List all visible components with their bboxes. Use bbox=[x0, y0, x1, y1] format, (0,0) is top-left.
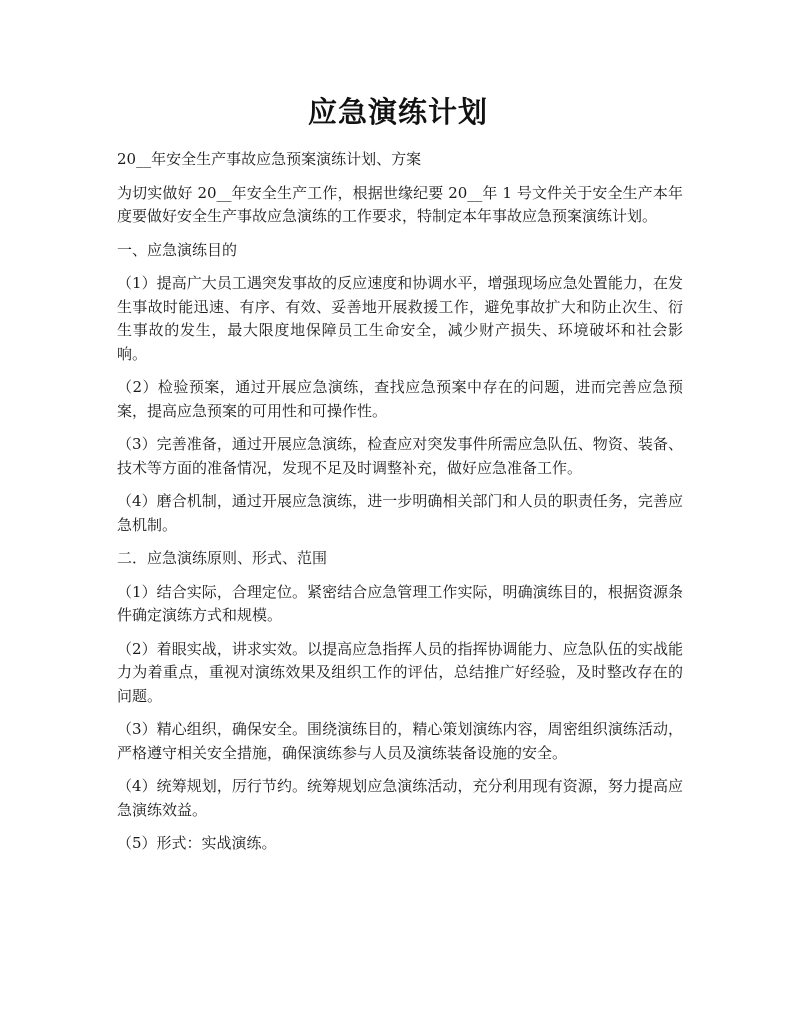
principle-item-3: （3）精心组织，确保安全。围绕演练目的，精心策划演练内容，周密组织演练活动，严格遵守相关安全措施，确保演练参与人员及演练装备设施的安全。 bbox=[117, 720, 683, 762]
plan-subtitle: 20__年安全生产事故应急预案演练计划、方案 bbox=[117, 150, 422, 168]
section-heading-principles: 二．应急演练原则、形式、范围 bbox=[117, 549, 328, 567]
section-heading-purpose: 一、应急演练目的 bbox=[117, 240, 238, 259]
document-body bbox=[117, 148, 683, 866]
principle-item-5: （5）形式：实战演练。 bbox=[117, 834, 277, 852]
principle-item-4: （4）统筹规划，厉行节约。统筹规划应急演练活动，充分利用现有资源，努力提高应急演练效益。 bbox=[117, 777, 683, 819]
principle-item-2: （2）着眼实战，讲求实效。以提高应急指挥人员的指挥协调能力、应急队伍的实战能力为着重点，重视对演练效果及组织工作的评估，总结推广好经验，及时整改存在的问题。 bbox=[117, 639, 683, 705]
purpose-item-3: （3）完善准备，通过开展应急演练，检查应对突发事件所需应急队伍、物资、装备、技术等方面的准备情况，发现不足及时调整补充，做好应急准备工作。 bbox=[117, 435, 683, 477]
purpose-item-4: （4）磨合机制，通过开展应急演练，进一步明确相关部门和人员的职责任务，完善应急机制。 bbox=[117, 492, 683, 534]
purpose-item-1: （1）提高广大员工遇突发事故的反应速度和协调水平，增强现场应急处置能力，在发生事故时能迅速、有序、有效、妥善地开展救援工作，避免事故扩大和防止次生、衍生事故的发生，最大限度地保障员工生命安全，减少财产损失、环境破坏和社会影响。 bbox=[117, 274, 683, 363]
document-title: 应急演练计划 bbox=[307, 95, 488, 129]
principle-item-1: （1）结合实际，合理定位。紧密结合应急管理工作实际，明确演练目的，根据资源条件确定演练方式和规模。 bbox=[117, 582, 683, 624]
purpose-item-2: （2）检验预案，通过开展应急演练，查找应急预案中存在的问题，进而完善应急预案，提高应急预案的可用性和可操作性。 bbox=[117, 378, 683, 420]
intro-paragraph: 为切实做好 20__年安全生产工作，根据世缘纪要 20__年 1 号文件关于安全生产本年度要做好安全生产事故应急演练的工作要求，特制定本年事故应急预案演练计划。 bbox=[117, 183, 683, 225]
